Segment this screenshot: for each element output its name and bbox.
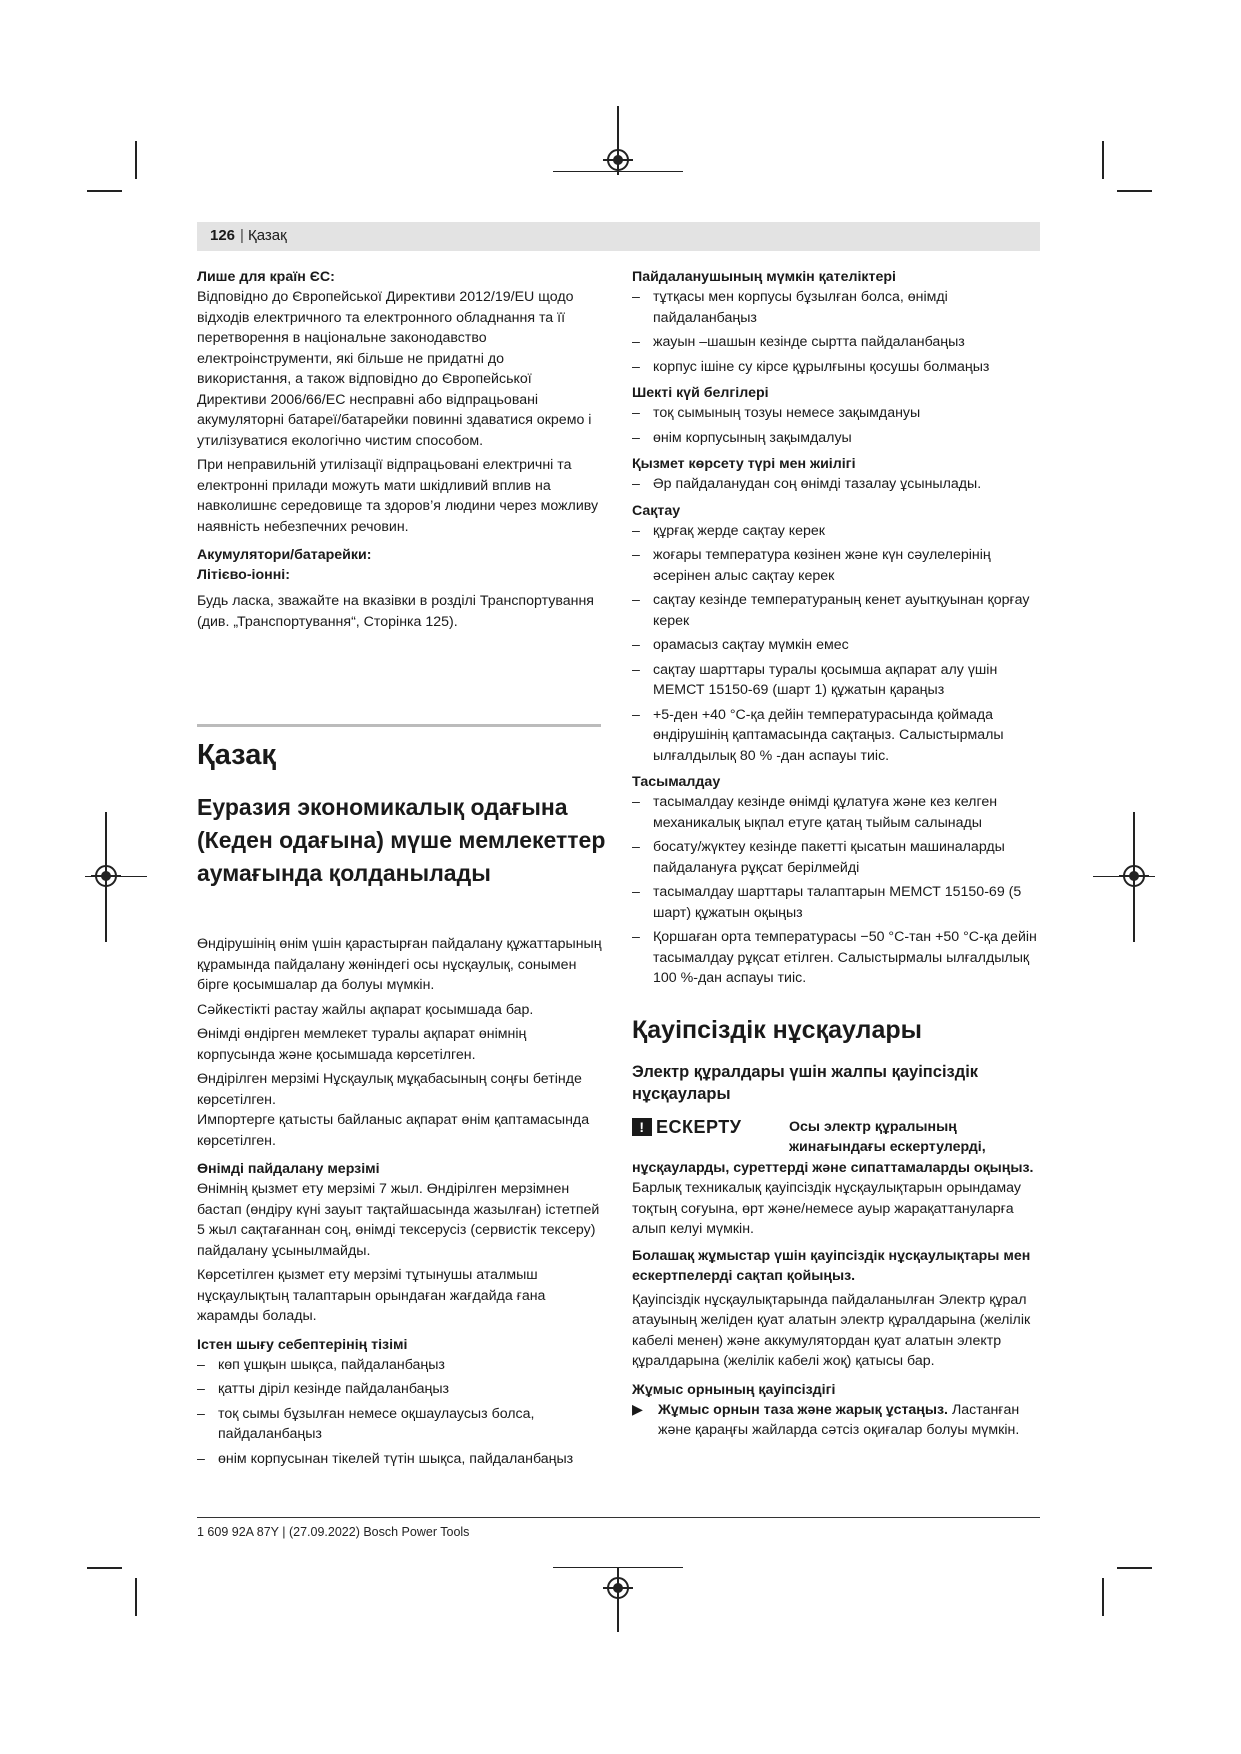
section-divider: [197, 724, 601, 727]
list-item: – қатты діріл кезінде пайдаланбаңыз: [197, 1379, 602, 1400]
failure-causes-list: [197, 1355, 602, 1470]
eu-paragraph-1: Відповідно до Європейської Директиви 2012/19/EU щодо відходів електричного та електронного обладнання та її перетворення в національне законодавство електроінструменти, які більше не придатні до використання, а також відповідно до Європейської Директиви 2006/66/EC несправні або відпрацьовані акумуляторні батареї/батарейки повинні здаватися окремо і утилізуватися екологічно чистим способом.: [197, 289, 592, 449]
user-errors-title: Пайдаланушының мүмкін қателіктері: [632, 269, 896, 285]
warning-label: [632, 1117, 789, 1138]
crop-mark: [135, 141, 137, 179]
crop-mark: [1102, 1578, 1104, 1616]
eu-title: Лише для країн ЄС:: [197, 269, 335, 285]
user-errors-list: [632, 287, 1042, 377]
registration-mark-icon: [95, 865, 117, 887]
keep-paragraph: Қауіпсіздік нұсқаулықтарында пайдаланылған Электр құрал атауының желіден қуат алатын электр құралдарына (желілік кабелі менен) және аккумулятордан қуат алатын электр құралдарына (желілік кабелі жоқ) қатысы бар.: [632, 1291, 1031, 1369]
list-item: – өнім корпусының зақымдалуы: [632, 428, 1042, 449]
intro-paragraph-3: Өнімді өндірген мемлекет туралы ақпарат өнімнің корпусында және қосымшада көрсетілген.: [197, 1026, 527, 1063]
workplace-text: Ластанған және қараңғы жайларда сәтсіз оқиғалар болуы мүмкін.: [658, 1401, 1020, 1438]
list-item: – Қоршаған орта температурасы −50 °C-тан +50 °C-қа дейін тасымалдау рұқсат етілген. Салыстырмалы ылғалдылық 100 %-дан аспауы тиіс.: [632, 927, 1042, 989]
service-life-paragraph-1: Өнімнің қызмет ету мерзімі 7 жыл. Өндірілген мерзімнен бастап (өндіру күні зауыт тақтайшасында жазылған) істетпей 5 жыл сақтағаннан соң, өнімді тексерусіз (сервистік тексеру) пайдалану ұсынылмайды.: [197, 1181, 600, 1259]
footer-text: 1 609 92A 87Y | (27.09.2022) Bosch Power Tools: [197, 1525, 470, 1539]
intro-paragraph-5: Импортерге қатысты байланыс ақпарат өнім қаптамасында көрсетілген.: [197, 1112, 590, 1149]
list-item: – Әр пайдаланудан соң өнімді тазалау ұсынылады.: [632, 474, 1042, 495]
registration-mark-icon: [607, 1577, 629, 1599]
warning-triangle-icon: [632, 1118, 652, 1136]
language-heading: Қазақ: [197, 739, 276, 771]
service-life-title: Өнімді пайдалану мерзімі: [197, 1161, 380, 1177]
list-item: – тасымалдау кезінде өнімді құлатуға және кез келген механикалық ықпал етуге қатаң тыйым салынады: [632, 792, 1042, 833]
failure-causes-title: Істен шығу себептерінің тізімі: [197, 1336, 408, 1353]
crop-mark: [1117, 190, 1152, 192]
crop-mark: [135, 1578, 137, 1616]
keep-instructions: Болашақ жұмыстар үшін қауіпсіздік нұсқаулықтары мен ескертпелерді сақтап қойыңыз.: [632, 1247, 1031, 1284]
warning-bold-b: нұсқауларды, суреттерді және сипаттамаларды оқыңыз.: [632, 1159, 1034, 1176]
storage-title: Сақтау: [632, 502, 681, 519]
list-item: – сақтау кезінде температураның кенет ауытқуынан қорғау керек: [632, 590, 1042, 631]
list-item: – жоғары температура көзінен және күн сәулелерінің әсерінен алыс сақтау керек: [632, 545, 1042, 586]
crop-mark: [87, 190, 122, 192]
crop-mark: [1102, 141, 1104, 179]
transport-title: Тасымалдау: [632, 774, 721, 790]
li-ion-title: Літієво-іонні:: [197, 567, 290, 583]
bullet-arrow-icon: ▶: [632, 1401, 643, 1418]
warning-bold-a: Осы электр құралының жинағындағы ескертулерді,: [789, 1118, 986, 1155]
header-separator: |: [240, 227, 244, 244]
workplace-title: Жұмыс орнының қауіпсіздігі: [632, 1381, 836, 1398]
list-item: – босату/жүктеу кезінде пакетті қысатын машиналарды пайдалануға рұқсат берілмейді: [632, 837, 1042, 878]
eu-paragraph-2: При неправильній утилізації відпрацьовані електричні та електронні прилади можуть мати шкідливий вплив на навколишнє середовище та здоров’я людини через можливу наявність небезпечних речовин.: [197, 457, 599, 535]
batteries-title: Акумулятори/батарейки:: [197, 547, 372, 563]
page-number: 126: [210, 227, 236, 244]
limit-state-title: Шекті күй белгілері: [632, 385, 769, 401]
crop-mark: [87, 1567, 122, 1569]
service-life-paragraph-2: Көрсетілген қызмет ету мерзімі тұтынушы аталмыш нұсқаулықтың талаптарын орындаған жағдайда ғана жарамды болады.: [197, 1267, 546, 1324]
left-column-bottom: [197, 934, 602, 1473]
list-item: – тұтқасы мен корпусы бұзылған болса, өнімді пайдаланбаңыз: [632, 287, 1042, 328]
intro-paragraph-1: Өндірушінің өнім үшін қарастырған пайдалану құжаттарының құрамында пайдалану жөніндегі осы нұсқаулық, сонымен бірге қосымшалар да болуы мүмкін.: [197, 936, 602, 993]
intro-paragraph-2: Сәйкестікті растау жайлы ақпарат қосымшада бар.: [197, 1001, 534, 1018]
list-item: – көп ұшқын шықса, пайдаланбаңыз: [197, 1355, 602, 1376]
storage-list: [632, 521, 1042, 767]
page-header: [197, 222, 1040, 251]
list-item: – орамасыз сақтау мүмкін емес: [632, 635, 1042, 656]
general-safety-heading: Электр құралдары үшін жалпы қауіпсіздік нұсқаулары: [632, 1062, 979, 1103]
safety-heading: Қауіпсіздік нұсқаулары: [632, 1015, 922, 1044]
registration-mark-icon: [1123, 865, 1145, 887]
eaeu-heading: Еуразия экономикалық одағына (Кеден одағына) мүше мемлекеттер аумағында қолданылады: [197, 794, 606, 886]
list-item: – корпус ішіне су кірсе құрылғыны қосушы болмаңыз: [632, 357, 1042, 378]
crop-mark: [1117, 1567, 1152, 1569]
registration-mark-icon: [607, 149, 629, 171]
transport-list: [632, 792, 1042, 989]
right-column: [632, 267, 1042, 1441]
workplace-item: [632, 1400, 1042, 1441]
list-item: – тоқ сымы бұзылған немесе оқшаулаусыз болса, пайдаланбаңыз: [197, 1404, 602, 1445]
warning-block: [632, 1117, 1042, 1240]
left-column-top: [197, 267, 602, 636]
registration-line: [553, 1567, 683, 1568]
list-item: – +5-ден +40 °C-қа дейін температурасында қоймада өндірушінің қаптамасында сақтаңыз. Салыстырмалы ылғалдылық 80 % -дан аспауы тиіс.: [632, 705, 1042, 767]
li-ion-paragraph: Будь ласка, зважайте на вказівки в розділі Транспортування (див. „Транспортування“, Сторінка 125).: [197, 593, 594, 630]
list-item: – тоқ сымының тозуы немесе зақымдануы: [632, 403, 1042, 424]
warning-text: Барлық техникалық қауіпсіздік нұсқаулықтарын орындамау тоқтың соғуына, өрт және/немесе ауыр жарақаттануларға алып келуі мүмкін.: [632, 1180, 1021, 1237]
service-list: [632, 474, 1042, 495]
list-item: – өнім корпусынан тікелей түтін шықса, пайдаланбаңыз: [197, 1449, 602, 1470]
list-item: – жауын –шашын кезінде сыртта пайдаланбаңыз: [632, 332, 1042, 353]
list-item: – құрғақ жерде сақтау керек: [632, 521, 1042, 542]
header-language: Қазақ: [248, 227, 287, 244]
workplace-bold: Жұмыс орнын таза және жарық ұстаңыз.: [658, 1401, 948, 1418]
footer-divider: [197, 1517, 1040, 1518]
service-title: Қызмет көрсету түрі мен жиілігі: [632, 456, 856, 472]
intro-paragraph-4: Өндірілген мерзімі Нұсқаулық мұқабасының соңғы бетінде көрсетілген.: [197, 1071, 582, 1108]
warning-label-text: ЕСКЕРТУ: [656, 1116, 742, 1137]
list-item: – тасымалдау шарттары талаптарын МЕМСТ 15150-69 (5 шарт) құжатын оқыңыз: [632, 882, 1042, 923]
limit-state-list: [632, 403, 1042, 448]
list-item: – сақтау шарттары туралы қосымша ақпарат алу үшін МЕМСТ 15150-69 (шарт 1) құжатын қараңыз: [632, 660, 1042, 701]
